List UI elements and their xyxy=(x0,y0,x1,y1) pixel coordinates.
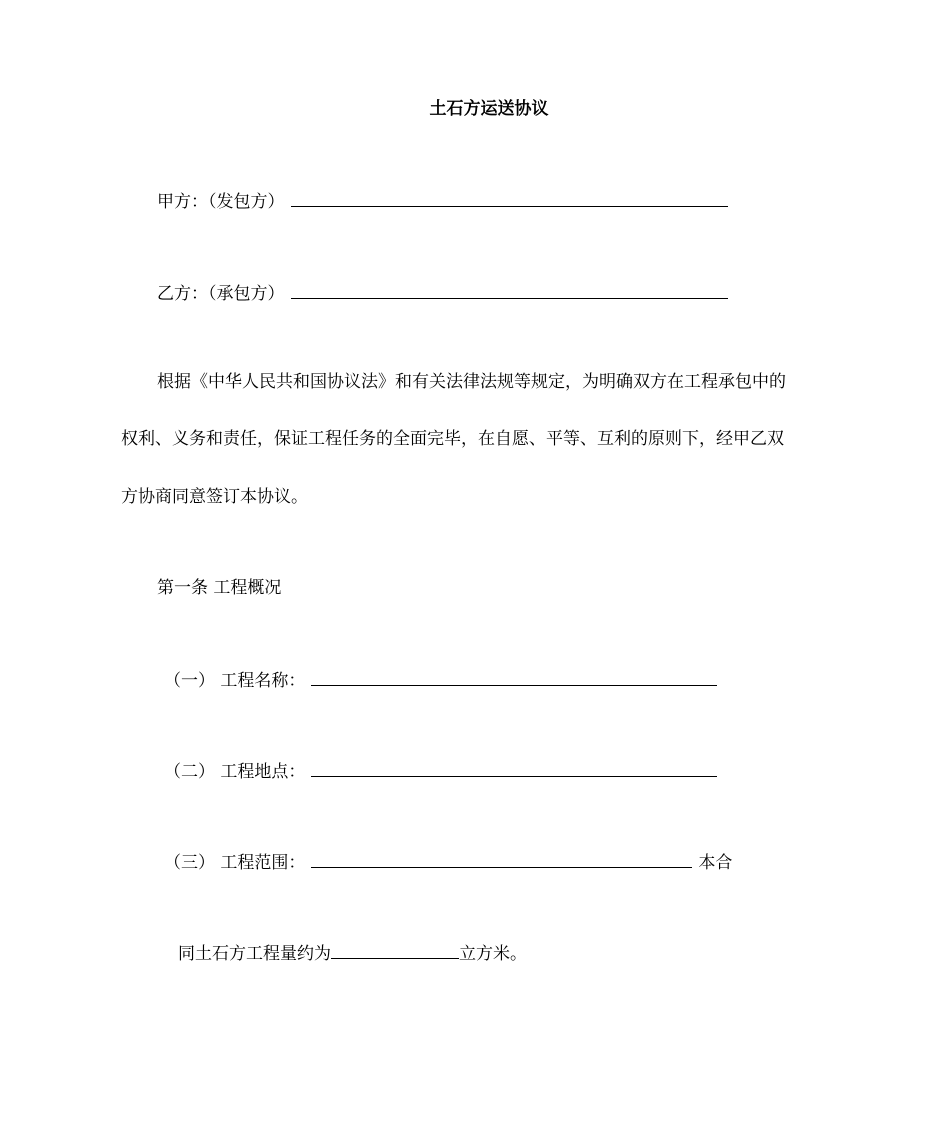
project-scope-blank[interactable] xyxy=(311,849,692,868)
party-a-line xyxy=(157,188,728,214)
party-b-label: 乙方：（承包方） xyxy=(157,284,285,304)
item-project-scope-line xyxy=(164,849,732,875)
party-b-blank[interactable] xyxy=(291,280,728,299)
intro-line-3: 方协商同意签订本协议。 xyxy=(121,487,308,507)
party-b-line xyxy=(157,280,728,306)
project-location-blank[interactable] xyxy=(311,758,717,777)
project-name-blank[interactable] xyxy=(311,667,717,686)
article-1-heading: 第一条 工程概况 xyxy=(157,578,282,598)
item-project-scope-label: （三） 工程范围： xyxy=(164,853,306,873)
item-project-scope-suffix: 本合 xyxy=(698,853,733,873)
item-project-location-label: （二） 工程地点： xyxy=(164,762,306,782)
volume-suffix: 立方米。 xyxy=(459,944,527,964)
volume-prefix: 同土石方工程量约为 xyxy=(178,944,331,964)
party-a-blank[interactable] xyxy=(291,188,728,207)
party-a-label: 甲方：（发包方） xyxy=(157,192,285,212)
volume-blank[interactable] xyxy=(331,940,459,959)
item-project-name-line xyxy=(164,667,717,693)
volume-line xyxy=(178,940,527,966)
document-title: 土石方运送协议 xyxy=(429,99,549,119)
item-project-name-label: （一） 工程名称： xyxy=(164,671,306,691)
item-project-location-line xyxy=(164,758,717,784)
intro-line-2: 权利、义务和责任，保证工程任务的全面完毕，在自愿、平等、互利的原则下，经甲乙双 xyxy=(121,429,784,449)
intro-line-1: 根据《中华人民共和国协议法》和有关法律法规等规定，为明确双方在工程承包中的 xyxy=(157,372,786,392)
